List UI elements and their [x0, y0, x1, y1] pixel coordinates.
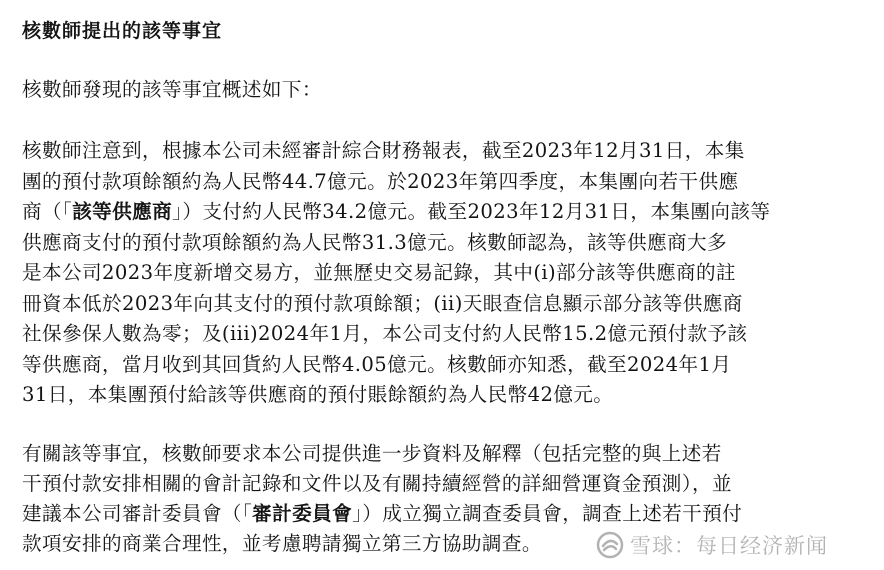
paragraph2-line-4: 款項安排的商業合理性，並考慮聘請獨立第三方協助調查。 — [22, 532, 542, 555]
watermark-text: 雪球：每日经济新闻 — [630, 534, 828, 558]
paragraph1-line-3-end: 」）支付約人民幣34.2億元。截至2023年12月31日，本集團向該等 — [172, 200, 771, 223]
intro-line: 核數師發現的該等事宜概述如下： — [22, 78, 322, 101]
paragraph2-line-2: 干預付款安排相關的會計記錄和文件以及有關持續經營的詳細營運資金預測），並 — [22, 472, 732, 495]
paragraph2-line-3 — [22, 500, 742, 528]
paragraph2-line-1: 有關該等事宜，核數師要求本公司提供進一步資料及解釋（包括完整的與上述若 — [22, 442, 722, 465]
paragraph1-line-9: 31日，本集團預付給該等供應商的預付賬餘額約為人民幣42億元。 — [22, 383, 614, 406]
paragraph1-line-1: 核數師注意到，根據本公司未經審計綜合財務報表，截至2023年12月31日，本集 — [22, 139, 745, 162]
defined-term-audit-committee: 審計委員會 — [252, 502, 353, 525]
paragraph1-line-3 — [22, 198, 770, 226]
paragraph2-line-3-start: 建議本公司審計委員會（「 — [22, 502, 253, 525]
paragraph1-line-7: 社保參保人數為零；及(iii)2024年1月，本公司支付約人民幣15.2億元預付款予該 — [22, 322, 748, 345]
section-heading: 核數師提出的該等事宜 — [22, 20, 223, 42]
snowball-logo-icon — [596, 531, 624, 559]
defined-term-suppliers: 該等供應商 — [72, 200, 173, 223]
paragraph1-line-2: 團的預付款項餘額約為人民幣44.7億元。於2023年第四季度，本集團向若干供應 — [22, 170, 739, 193]
paragraph1-line-8: 等供應商，當月收到其回貨約人民幣4.05億元。核數師亦知悉，截至2024年1月 — [22, 353, 732, 376]
paragraph1-line-4: 供應商支付的預付款項餘額約為人民幣31.3億元。核數師認為，該等供應商大多 — [22, 231, 728, 254]
paragraph1-line-3-start: 商（「 — [22, 200, 73, 223]
watermark — [596, 528, 828, 562]
paragraph1-line-6: 冊資本低於2023年向其支付的預付款項餘額；(ii)天眼查信息顯示部分該等供應商 — [22, 292, 743, 315]
paragraph2-line-3-end: 」）成立獨立調查委員會，調查上述若干預付 — [352, 502, 743, 525]
paragraph1-line-5: 是本公司2023年度新增交易方，並無歷史交易記錄，其中(i)部分該等供應商的註 — [22, 261, 737, 284]
